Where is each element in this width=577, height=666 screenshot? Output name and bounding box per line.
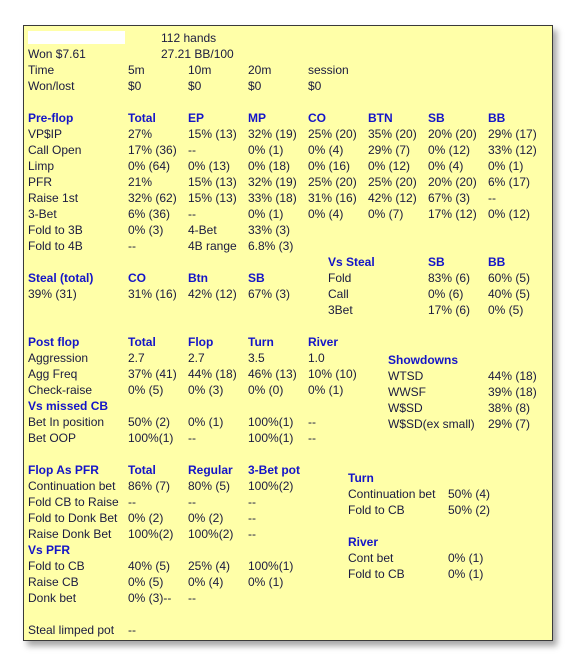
- preflop-cell: 25% (20): [368, 175, 417, 189]
- preflop-cell: --: [188, 207, 196, 221]
- missed-cb-cell: 0% (1): [188, 415, 224, 429]
- preflop-cell: 0% (12): [368, 159, 411, 173]
- preflop-cell: 35% (20): [368, 127, 417, 141]
- vs-steal-col-header: BB: [488, 255, 506, 269]
- flop-pfr-row-label: Continuation bet: [28, 479, 116, 493]
- preflop-col-header: BB: [488, 111, 506, 125]
- preflop-cell: 17% (36): [128, 143, 177, 157]
- steal-col-header: Btn: [188, 271, 208, 285]
- preflop-col-header: CO: [308, 111, 326, 125]
- postflop-cell: 1.0: [308, 351, 325, 365]
- postflop-cell: 0% (5): [128, 383, 164, 397]
- missed-cb-cell: 100%(1): [128, 431, 174, 445]
- steal-limped-pot-value: --: [128, 623, 136, 637]
- session-col-header: session: [308, 63, 349, 77]
- steal-col-header: CO: [128, 271, 146, 285]
- preflop-title: Pre-flop: [28, 111, 74, 125]
- preflop-cell: 32% (19): [248, 175, 297, 189]
- flop-as-pfr-title: Flop As PFR: [28, 463, 99, 477]
- vs-pfr-cell: 40% (5): [128, 559, 171, 573]
- preflop-cell: 0% (1): [248, 143, 284, 157]
- postflop-row-label: Check-raise: [28, 383, 93, 397]
- vs-steal-cell: 0% (5): [488, 303, 524, 317]
- vs-steal-title: Vs Steal: [328, 255, 375, 269]
- preflop-col-header: Total: [128, 111, 156, 125]
- vs-pfr-cell: 0% (5): [128, 575, 164, 589]
- postflop-cell: 10% (10): [308, 367, 357, 381]
- vs-pfr-cell: 0% (3)--: [128, 591, 172, 605]
- turn-row-label: Continuation bet: [348, 487, 436, 501]
- preflop-cell: 6% (36): [128, 207, 171, 221]
- steal-value: 67% (3): [248, 287, 291, 301]
- preflop-cell: 29% (17): [488, 127, 537, 141]
- preflop-cell: 33% (3): [248, 223, 291, 237]
- preflop-cell: 0% (4): [428, 159, 464, 173]
- vs-pfr-cell: --: [188, 591, 196, 605]
- vs-steal-cell: 40% (5): [488, 287, 531, 301]
- session-value: $0: [128, 79, 142, 93]
- preflop-col-header: SB: [428, 111, 445, 125]
- session-col-header: 5m: [128, 63, 145, 77]
- won-amount: Won $7.61: [28, 47, 86, 61]
- preflop-row-label: PFR: [28, 175, 52, 189]
- preflop-cell: --: [128, 239, 136, 253]
- showdown-row-label: WWSF: [388, 385, 426, 399]
- preflop-cell: 0% (4): [308, 143, 344, 157]
- preflop-cell: 0% (13): [188, 159, 231, 173]
- preflop-cell: 20% (20): [428, 127, 477, 141]
- preflop-cell: 29% (7): [368, 143, 411, 157]
- postflop-cell: 2.7: [188, 351, 205, 365]
- river-value: 0% (1): [448, 567, 484, 581]
- preflop-cell: 0% (1): [488, 159, 524, 173]
- preflop-cell: --: [188, 143, 196, 157]
- session-col-header: 10m: [188, 63, 212, 77]
- steal-value: 31% (16): [128, 287, 177, 301]
- vs-missed-cb-title: Vs missed CB: [28, 399, 109, 413]
- preflop-row-label: Fold to 4B: [28, 239, 83, 253]
- vs-pfr-cell: 25% (4): [188, 559, 231, 573]
- flop-pfr-row-label: Fold to Donk Bet: [28, 511, 118, 525]
- preflop-col-header: EP: [188, 111, 205, 125]
- vs-pfr-cell: 0% (4): [188, 575, 224, 589]
- turn-row-label: Fold to CB: [348, 503, 405, 517]
- preflop-row-label: Fold to 3B: [28, 223, 83, 237]
- flop-pfr-cell: --: [248, 495, 256, 509]
- steal-limped-pot-label: Steal limped pot: [28, 623, 115, 637]
- vs-steal-cell: 17% (6): [428, 303, 471, 317]
- vs-steal-row-label: 3Bet: [328, 303, 353, 317]
- hands-count: 112 hands: [161, 31, 217, 45]
- stats-hud-panel: [23, 25, 553, 641]
- missed-cb-cell: --: [188, 431, 196, 445]
- missed-cb-cell: 100%(1): [248, 415, 294, 429]
- preflop-row-label: Limp: [28, 159, 55, 173]
- missed-cb-cell: 50% (2): [128, 415, 171, 429]
- preflop-cell: 0% (12): [428, 143, 471, 157]
- preflop-cell: 42% (12): [368, 191, 417, 205]
- postflop-cell: 37% (41): [128, 367, 177, 381]
- preflop-cell: 27%: [128, 127, 153, 141]
- vs-pfr-row-label: Raise CB: [28, 575, 79, 589]
- river-title: River: [348, 535, 379, 549]
- flop-pfr-row-label: Fold CB to Raise: [28, 495, 119, 509]
- flop-pfr-cell: 100%(2): [128, 527, 174, 541]
- steal-total-value: 39% (31): [28, 287, 77, 301]
- flop-pfr-cell: --: [248, 511, 256, 525]
- preflop-cell: 15% (13): [188, 191, 237, 205]
- postflop-col-header: Total: [128, 335, 156, 349]
- session-col-header: 20m: [248, 63, 272, 77]
- bb-per-100: 27.21 BB/100: [161, 47, 234, 61]
- missed-cb-cell: 100%(1): [248, 431, 294, 445]
- player-name-field: [28, 31, 125, 44]
- missed-cb-cell: --: [308, 415, 316, 429]
- steal-col-header: SB: [248, 271, 265, 285]
- flop-pfr-col-header: 3-Bet pot: [248, 463, 300, 477]
- flop-pfr-row-label: Raise Donk Bet: [28, 527, 112, 541]
- vs-pfr-cell: 0% (1): [248, 575, 284, 589]
- flop-pfr-cell: 0% (2): [188, 511, 224, 525]
- showdown-row-label: W$SD: [388, 401, 423, 415]
- flop-pfr-cell: 86% (7): [128, 479, 171, 493]
- flop-pfr-col-header: Regular: [188, 463, 233, 477]
- postflop-cell: 0% (0): [248, 383, 284, 397]
- preflop-cell: 4B range: [188, 239, 237, 253]
- flop-pfr-cell: 100%(2): [188, 527, 234, 541]
- preflop-cell: 15% (13): [188, 175, 237, 189]
- preflop-row-label: Call Open: [28, 143, 82, 157]
- preflop-cell: 15% (13): [188, 127, 237, 141]
- preflop-cell: 6% (17): [488, 175, 531, 189]
- preflop-cell: 0% (1): [248, 207, 284, 221]
- time-label: Time: [28, 63, 55, 77]
- showdown-value: 29% (7): [488, 417, 531, 431]
- flop-pfr-cell: --: [248, 527, 256, 541]
- postflop-col-header: Flop: [188, 335, 214, 349]
- river-value: 0% (1): [448, 551, 484, 565]
- flop-pfr-col-header: Total: [128, 463, 156, 477]
- preflop-cell: 25% (20): [308, 175, 357, 189]
- flop-pfr-cell: --: [188, 495, 196, 509]
- river-row-label: Fold to CB: [348, 567, 405, 581]
- preflop-cell: 21%: [128, 175, 153, 189]
- preflop-cell: 0% (16): [308, 159, 351, 173]
- turn-value: 50% (4): [448, 487, 491, 501]
- vs-pfr-cell: 100%(1): [248, 559, 294, 573]
- flop-pfr-cell: 0% (2): [128, 511, 164, 525]
- showdown-row-label: WTSD: [388, 369, 424, 383]
- preflop-cell: 25% (20): [308, 127, 357, 141]
- preflop-cell: 0% (3): [128, 223, 164, 237]
- session-value: $0: [188, 79, 202, 93]
- showdown-value: 39% (18): [488, 385, 537, 399]
- preflop-row-label: VP$IP: [28, 127, 63, 141]
- flop-pfr-cell: 100%(2): [248, 479, 294, 493]
- missed-cb-row-label: Bet In position: [28, 415, 105, 429]
- postflop-row-label: Agg Freq: [28, 367, 78, 381]
- postflop-col-header: River: [308, 335, 339, 349]
- preflop-cell: 32% (62): [128, 191, 177, 205]
- postflop-cell: 3.5: [248, 351, 265, 365]
- vs-steal-cell: 60% (5): [488, 271, 531, 285]
- preflop-col-header: BTN: [368, 111, 393, 125]
- vs-steal-row-label: Call: [328, 287, 349, 301]
- preflop-cell: 0% (18): [248, 159, 291, 173]
- preflop-cell: 4-Bet: [188, 223, 217, 237]
- postflop-title: Post flop: [28, 335, 80, 349]
- preflop-cell: 6.8% (3): [248, 239, 294, 253]
- showdowns-title: Showdowns: [388, 353, 458, 367]
- postflop-cell: 0% (1): [308, 383, 344, 397]
- postflop-cell: 44% (18): [188, 367, 237, 381]
- turn-title: Turn: [348, 471, 374, 485]
- vs-steal-cell: 83% (6): [428, 271, 471, 285]
- flop-pfr-cell: 80% (5): [188, 479, 231, 493]
- steal-title: Steal (total): [28, 271, 94, 285]
- wonlost-label: Won/lost: [28, 79, 75, 93]
- preflop-cell: --: [488, 191, 496, 205]
- vs-pfr-title: Vs PFR: [28, 543, 71, 557]
- showdown-value: 44% (18): [488, 369, 537, 383]
- preflop-cell: 67% (3): [428, 191, 471, 205]
- preflop-cell: 0% (64): [128, 159, 171, 173]
- preflop-cell: 0% (12): [488, 207, 531, 221]
- vs-pfr-row-label: Donk bet: [28, 591, 77, 605]
- vs-steal-col-header: SB: [428, 255, 445, 269]
- preflop-col-header: MP: [248, 111, 266, 125]
- vs-pfr-row-label: Fold to CB: [28, 559, 85, 573]
- session-value: $0: [248, 79, 262, 93]
- preflop-cell: 33% (18): [248, 191, 297, 205]
- vs-steal-row-label: Fold: [328, 271, 352, 285]
- turn-value: 50% (2): [448, 503, 491, 517]
- showdown-value: 38% (8): [488, 401, 531, 415]
- preflop-row-label: Raise 1st: [28, 191, 79, 205]
- flop-pfr-cell: --: [128, 495, 136, 509]
- missed-cb-row-label: Bet OOP: [28, 431, 77, 445]
- steal-value: 42% (12): [188, 287, 237, 301]
- preflop-cell: 33% (12): [488, 143, 537, 157]
- preflop-cell: 17% (12): [428, 207, 477, 221]
- postflop-col-header: Turn: [248, 335, 274, 349]
- preflop-cell: 0% (4): [308, 207, 344, 221]
- preflop-cell: 31% (16): [308, 191, 357, 205]
- session-value: $0: [308, 79, 322, 93]
- preflop-cell: 20% (20): [428, 175, 477, 189]
- missed-cb-cell: --: [308, 431, 316, 445]
- preflop-row-label: 3-Bet: [28, 207, 57, 221]
- postflop-cell: 0% (3): [188, 383, 224, 397]
- postflop-cell: 2.7: [128, 351, 145, 365]
- showdown-row-label: W$SD(ex small): [388, 417, 475, 431]
- preflop-cell: 0% (7): [368, 207, 404, 221]
- postflop-row-label: Aggression: [28, 351, 89, 365]
- river-row-label: Cont bet: [348, 551, 394, 565]
- vs-steal-cell: 0% (6): [428, 287, 464, 301]
- postflop-cell: 46% (13): [248, 367, 297, 381]
- preflop-cell: 32% (19): [248, 127, 297, 141]
